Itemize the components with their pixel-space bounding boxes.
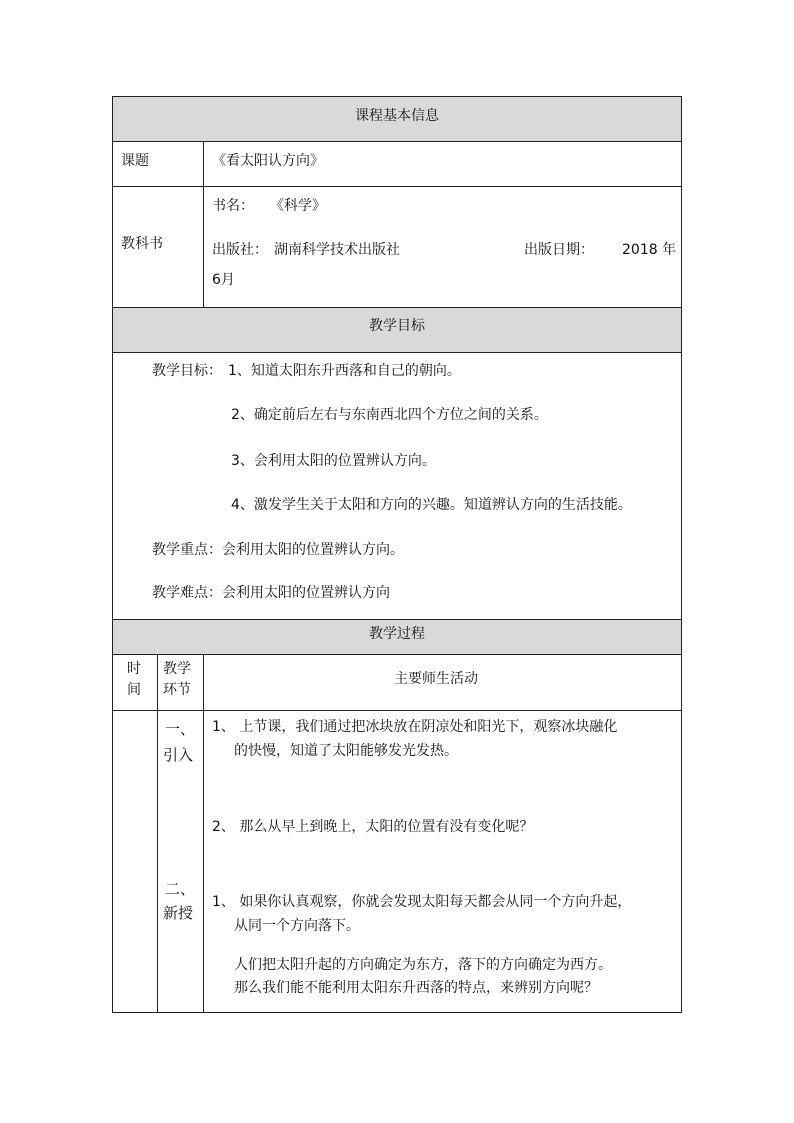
divider: [112, 186, 682, 187]
goals-label: 教学目标：: [152, 363, 222, 379]
goal-item-1: 1、知道太阳东升西落和自己的朝向。: [228, 363, 461, 379]
process-title: 教学过程: [369, 626, 425, 642]
difficulty: 教学难点：会利用太阳的位置辨认方向: [152, 585, 390, 601]
pub-date-month: 6月: [212, 272, 235, 288]
goal-item-3: 3、会利用太阳的位置辨认方向。: [231, 453, 436, 469]
basic-info-title: 课程基本信息: [355, 108, 439, 124]
book-name: 《科学》: [270, 198, 326, 214]
goals-title: 教学目标: [369, 318, 425, 334]
col-activity: 主要师生活动: [394, 671, 478, 687]
stage-2-paragraph-line-1: 人们把太阳升起的方向确定为东方，落下的方向确定为西方。: [234, 957, 612, 973]
pub-date-label: 出版日期：: [524, 242, 594, 258]
col-stage-2: 环节: [163, 682, 191, 698]
textbook-label: 教科书: [121, 236, 163, 252]
goal-item-2: 2、确定前后左右与东南西北四个方位之间的关系。: [231, 407, 548, 423]
publisher-label: 出版社：: [212, 242, 268, 258]
col-time-1: 时: [127, 661, 141, 677]
stage-2-number: 二、: [165, 880, 196, 898]
col-stage-1: 教学: [163, 661, 191, 677]
stage-1-item-2: 2、 那么从早上到晚上，太阳的位置有没有变化呢？: [212, 819, 534, 835]
lesson-plan-table: [112, 96, 682, 1013]
goal-item-4: 4、激发学生关于太阳和方向的兴趣。知道辨认方向的生活技能。: [231, 497, 632, 513]
pub-date-year: 2018 年: [622, 242, 677, 258]
stage-1-number: 一、: [165, 720, 196, 738]
topic-label: 课题: [121, 153, 149, 169]
publisher: 湖南科学技术出版社: [274, 242, 400, 258]
divider: [157, 654, 158, 1013]
stage-1-name: 引入: [163, 746, 194, 764]
divider: [112, 352, 682, 353]
stage-2-name: 新授: [163, 904, 194, 922]
stage-2-item-1: 1、 如果你认真观察，你就会发现太阳每天都会从同一个方向升起，: [212, 894, 632, 910]
book-name-label: 书名：: [212, 198, 254, 214]
divider: [203, 141, 204, 307]
divider: [112, 710, 682, 711]
key-point: 教学重点：会利用太阳的位置辨认方向。: [152, 542, 404, 558]
stage-2-paragraph-line-2: 那么我们能不能利用太阳东升西落的特点，来辨别方向呢？: [234, 980, 598, 996]
divider: [112, 654, 682, 655]
col-time-2: 间: [127, 682, 141, 698]
divider: [112, 141, 682, 142]
stage-2-item-1-cont: 从同一个方向落下。: [234, 918, 360, 934]
stage-1-item-1: 1、 上节课，我们通过把冰块放在阴凉处和阳光下，观察冰块融化: [212, 719, 618, 735]
divider: [203, 654, 204, 1013]
topic-value: 《看太阳认方向》: [212, 153, 324, 169]
stage-1-item-1-cont: 的快慢，知道了太阳能够发光发热。: [234, 743, 458, 759]
